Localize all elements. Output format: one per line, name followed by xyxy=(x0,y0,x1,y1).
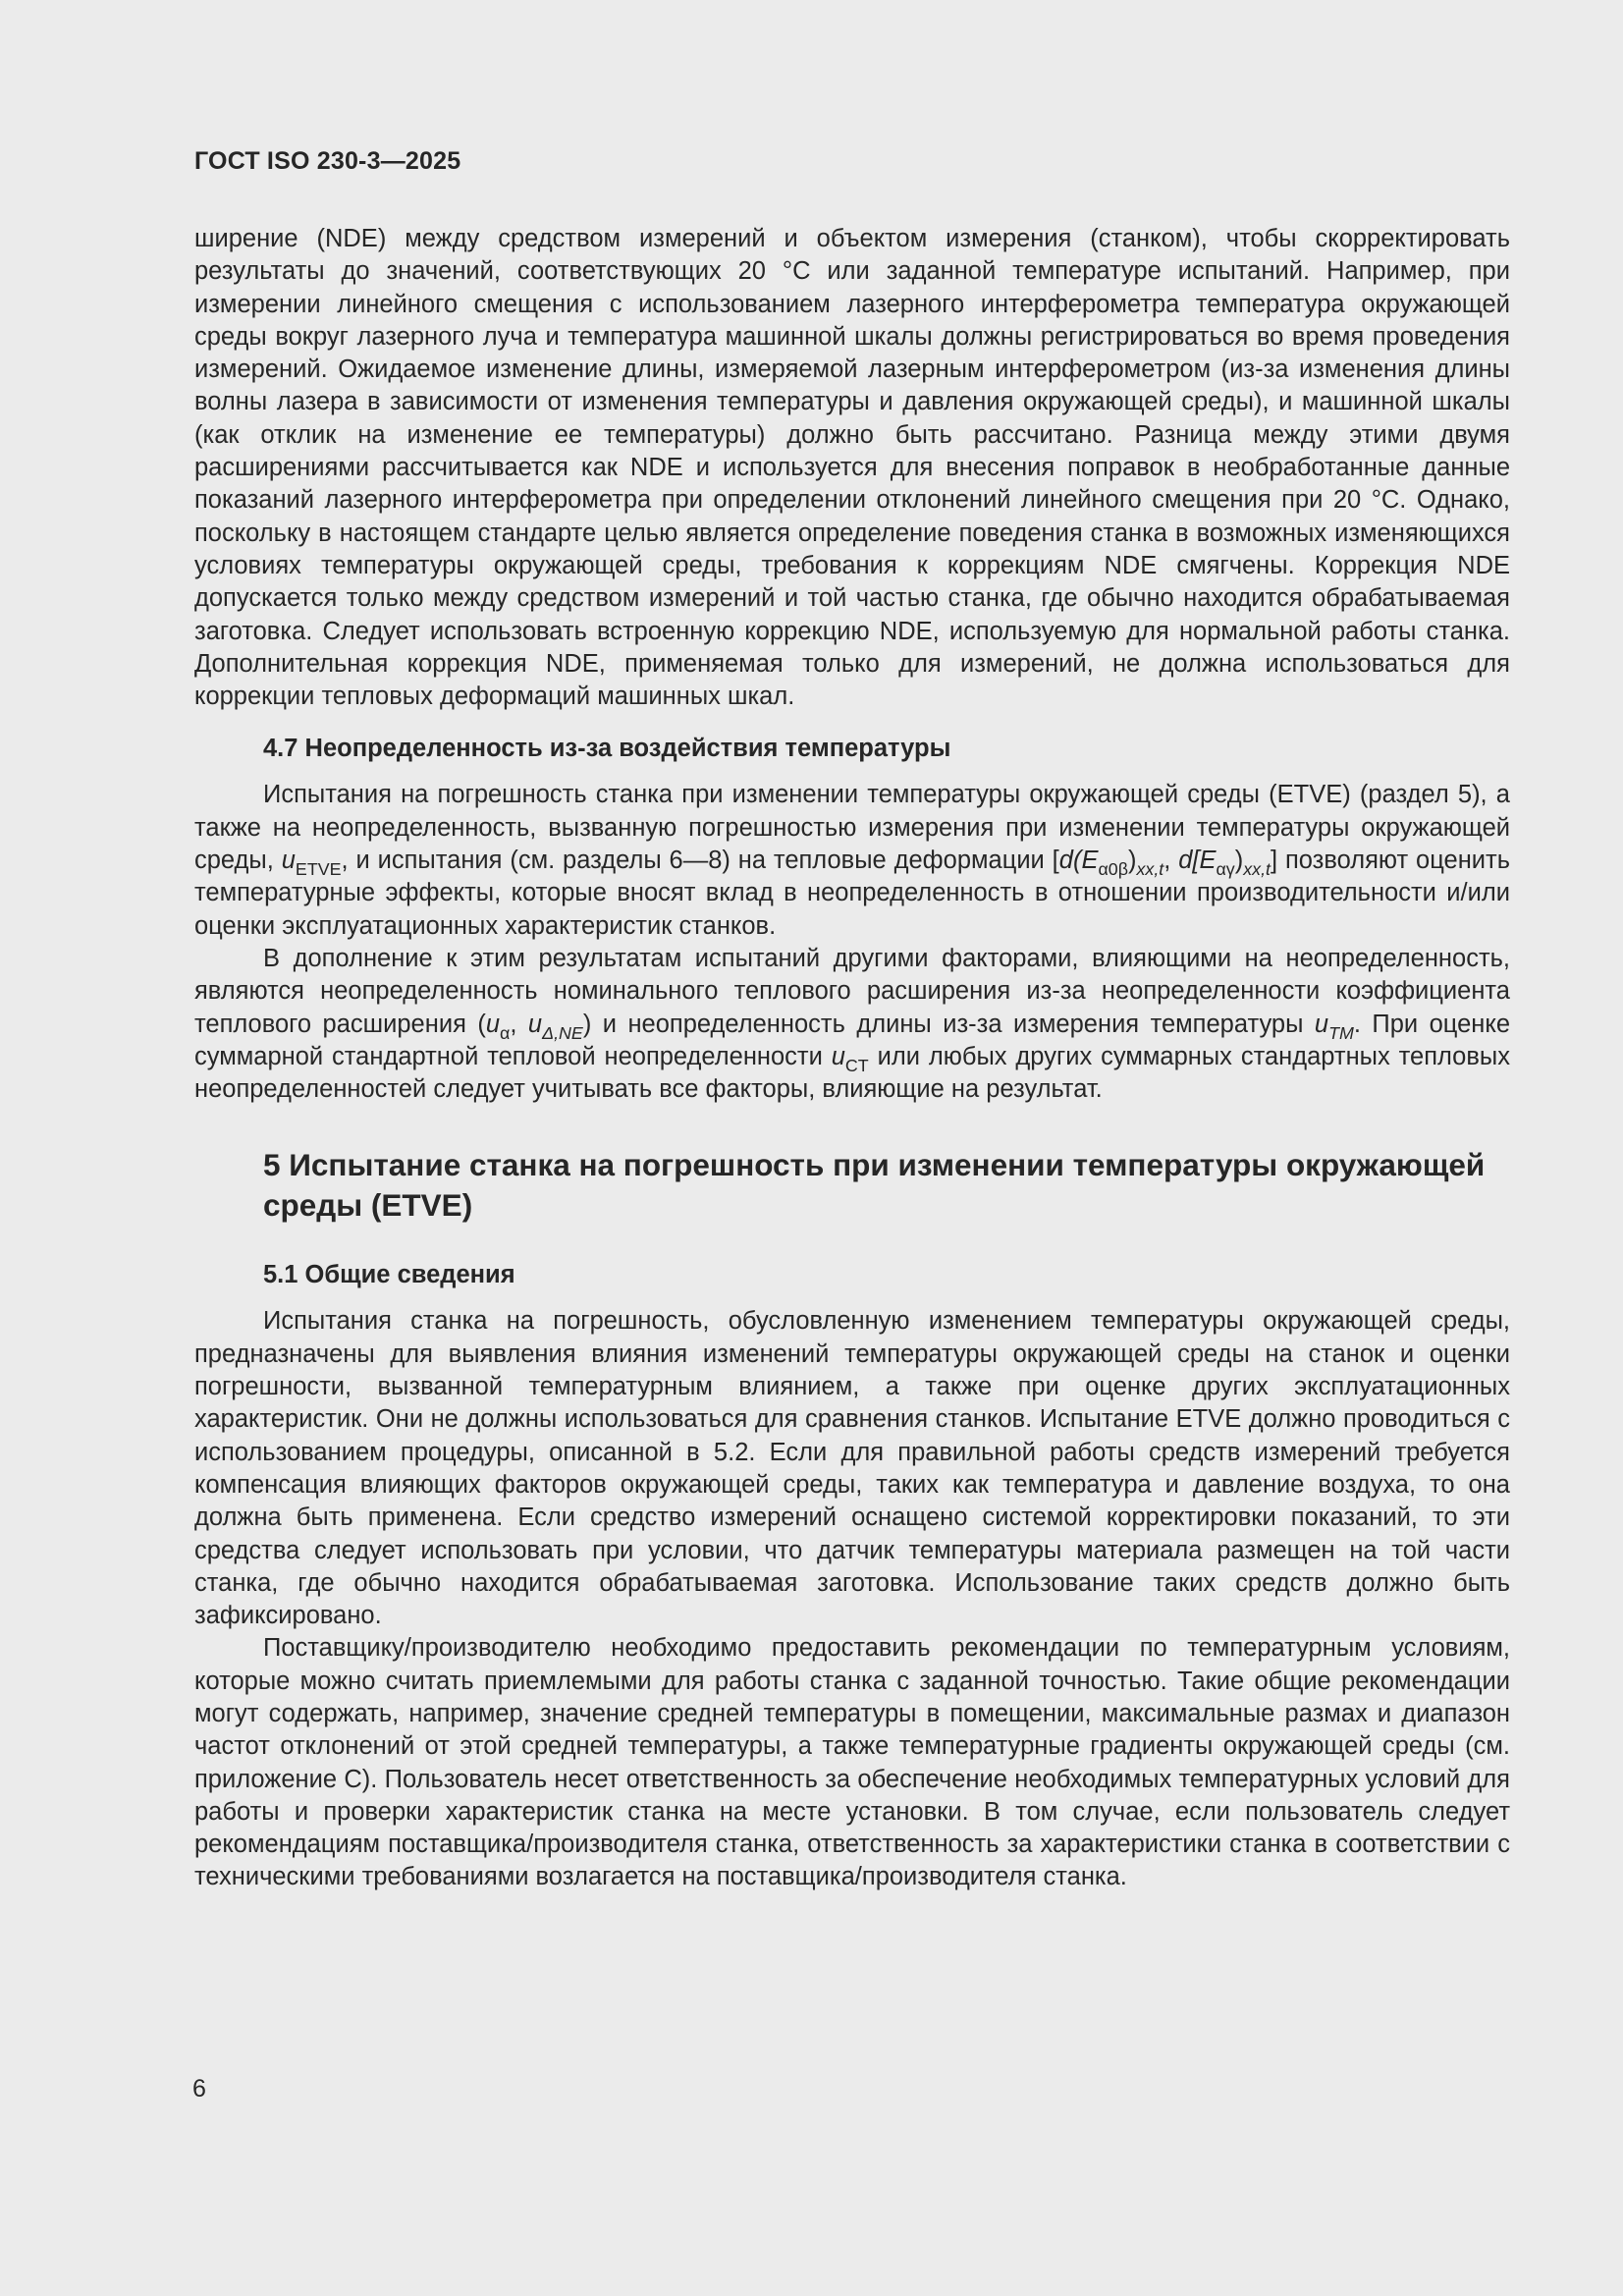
paragraph-4-7-2: В дополнение к этим результатам испытаний другими факторами, влияющими на неопределенность, являются неопределенность номинального теплового расширения из-за неопределенности коэффициента теплового расширения ($u_\alpha$, $u_{\Delta,NE}$) и неопределенность длины из-за измерения температуры $u_{TM}$. При оценке суммарной стандартной тепловой неопределенности $u_{CT}$ или любых других суммарных стандартных тепловых неопределенностей следует учитывать все факторы, влияющие на результат. xyxy=(194,944,1510,1104)
heading-5-1: 5.1 Общие сведения xyxy=(263,1261,515,1289)
heading-5: 5 Испытание станка на погрешность при изменении температуры окружающей среды (ETVE) xyxy=(263,1147,1486,1224)
heading-4-7: 4.7 Неопределенность из-за воздействия температуры xyxy=(263,735,951,763)
paragraph-intro: ширение (NDE) между средством измерений и объектом измерения (станком), чтобы скорректировать результаты до значений, соответствующих 20 °С или заданной температуре испытаний. Например, при измерении линейного смещения с использованием лазерного интерферометра температура окружающей среды вокруг лазерного луча и температура машинной шкалы должны регистрироваться во время проведения измерений. Ожидаемое изменение длины, измеряемой лазерным интерферометром (из-за изменения длины волны лазера в зависимости от изменения температуры и давления окружающей среды), и машинной шкалы (как отклик на изменение ее температуры) должно быть рассчитано. Разница между этими двумя расширениями рассчитывается как NDE и используется для внесения поправок в необработанные данные показаний лазерного интерферометра при определении отклонений линейного смещения при 20 °С. Однако, поскольку в настоящем стандарте целью является определение поведения станка в возможных изменяющихся условиях температуры окружающей среды, требования к коррекциям NDE смягчены. Коррекция NDE допускается только между средством измерений и той частью станка, где обычно находится обрабатываемая заготовка. Следует использовать встроенную коррекцию NDE, используемую для нормальной работы станка. Дополнительная коррекция NDE, применяемая только для измерений, не должна использоваться для коррекции тепловых деформаций машинных шкал. xyxy=(194,225,1510,711)
document-body xyxy=(194,223,1510,1894)
page-header: ГОСТ ISO 230-3—2025 xyxy=(194,147,461,175)
paragraph-4-7-1: Испытания на погрешность станка при изменении температуры окружающей среды (ETVE) (раздел 5), а также на неопределенность, вызванную погрешностью измерения при изменении температуры окружающей среды, $u_{ETVE}$, и испытания (см. разделы 6—8) на тепловые деформации [$d(E_{\alpha 0\beta})_{xx,t}$, $d[E_{\alpha\gamma})_{xx,t}$] позволяют оценить температурные эффекты, которые вносят вклад в неопределенность в отношении производительности и/или оценки эксплуатационных характеристик станков. xyxy=(194,781,1511,940)
paragraph-5-1-1: Испытания станка на погрешность, обусловленную изменением температуры окружающей среды, предназначены для выявления влияния изменений температуры окружающей среды на станок и оценки погрешности, вызванной температурным влиянием, а также при оценке других эксплуатационных характеристик. Они не должны использоваться для сравнения станков. Испытание ETVE должно проводиться с использованием процедуры, описанной в 5.2. Если для правильной работы средств измерений требуется компенсация влияющих факторов окружающей среды, таких как температура и давление воздуха, то она должна быть применена. Если средство измерений оснащено системой корректировки показаний, то эти средства следует использовать при условии, что датчик температуры материала размещен на той части станка, где обычно находится обрабатываемая заготовка. Использование таких средств должно быть зафиксировано. xyxy=(194,1307,1510,1630)
page-number: 6 xyxy=(192,2075,206,2103)
paragraph-5-1-2: Поставщику/производителю необходимо предоставить рекомендации по температурным условиям, которые можно считать приемлемыми для работы станка с заданной точностью. Такие общие рекомендации могут содержать, например, значение средней температуры в помещении, максимальные размах и диапазон частот отклонений от этой средней температуры, а также температурные градиенты окружающей среды (см. приложение С). Пользователь несет ответственность за обеспечение необходимых температурных условий для работы и проверки характеристик станка на месте установки. В том случае, если пользователь следует рекомендациям поставщика/производителя станка, ответственность за характеристики станка в соответствии с техническими требованиями возлагается на поставщика/производителя станка. xyxy=(194,1634,1510,1891)
